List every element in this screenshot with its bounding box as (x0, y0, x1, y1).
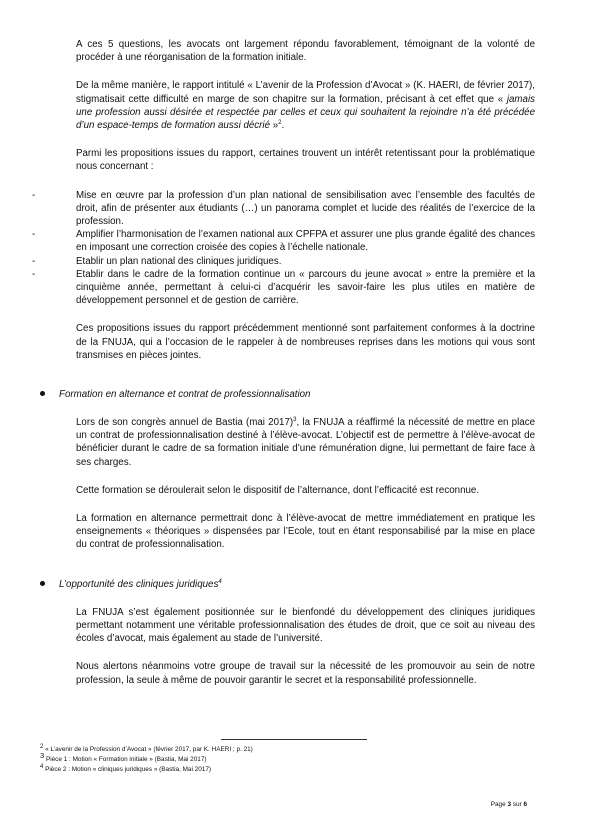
page-number (491, 801, 527, 808)
paragraph-intro: A ces 5 questions, les avocats ont largement répondu favorablement, témoignant de la volonté de procéder à une réorganisation de la formation initiale. (76, 39, 535, 64)
footnote-ref-2[interactable]: 2 (278, 119, 282, 126)
paragraph-propositions: Parmi les propositions issues du rapport, certaines trouvent un intérêt retentissant pour la problématique nous concernant : (76, 148, 535, 173)
paragraph-formation: La formation en alternance permettrait donc à l’élève-avocat de mettre immédiatement en pratique les enseignements « théoriques » dispensées par l’Ecole, tout en étant responsabilisé par la mise en place du contrat de professionnalisation. (76, 513, 535, 551)
footnote-number: 4 (40, 763, 44, 770)
list-item (32, 189, 535, 229)
list-item-text: Mise en œuvre par la profession d’un plan national de sensibilisation avec l’ensemble des facultés de droit, afin de présenter aux étudiants (…) un panorama complet et lucide des réalités de l’exercice de la profession. (76, 189, 535, 228)
bullet-icon (40, 581, 45, 586)
rapport-quote: jamais une profession aussi désirée et respectée par celles et ceux qui souhaitent la rejoindre n’a été précédée d’un espace-temps de formation aussi décrié (76, 93, 535, 132)
paragraph-bastia (76, 416, 535, 469)
dash-marker: - (32, 268, 36, 280)
paragraph-rapport (76, 79, 535, 132)
list-item (32, 268, 535, 308)
bullet-icon (40, 391, 45, 396)
page-label: Page (490, 801, 508, 808)
footnote-text: Pièce 1 : Motion « Formation initiale » (Bastia, Mai 2017) (44, 755, 207, 763)
dash-marker: - (32, 189, 36, 201)
paragraph-conformity: Ces propositions issues du rapport précédemment mentionné sont parfaitement conformes à la doctrine de la FNUJA, qui a l’occasion de le rappeler à de nombreuses reprises dans les motions qui vous sont transmises en pièces jointes. (76, 323, 535, 361)
footnote-item (40, 763, 540, 775)
list-item-text: Amplifier l’harmonisation de l’examen national aux CPFPA et assurer une plus grande égalité des chances en imposant une correction croisée des copies à l’échelle nationale. (76, 229, 535, 254)
list-item (32, 228, 535, 254)
page-current: 3 (507, 801, 511, 808)
paragraph-rapport-text: De la même manière, le rapport intitulé « L’avenir de la Profession d’Avocat » (K. HAERI, de février 2017), stigmatisait cette difficulté en marge de son chapitre sur la formation, précisant à cet effet que « (76, 80, 535, 105)
footnote-text: « L’avenir de la Profession d’Avocat » (février 2017, par K. HAERI ; p. 21) (43, 746, 253, 753)
footnote-text: Pièce 2 : Motion « cliniques juridiques » (Bastia, Mai 2017) (43, 765, 212, 773)
quote-close: » (270, 120, 279, 132)
footnote-ref-4[interactable]: 4 (218, 578, 222, 585)
paragraph-rapport-end: . (281, 120, 285, 132)
footnote-ref-3[interactable]: 3 (293, 416, 297, 423)
page-separator: sur (511, 801, 524, 808)
footnotes (40, 743, 540, 776)
list-item-text: Etablir un plan national des cliniques juridiques. (76, 255, 282, 267)
paragraph-alerte: Nous alertons néanmoins votre groupe de travail sur la nécessité de les promouvoir au sein de notre profession, la seule à même de pouvoir garantir le secret et la responsabilité professionnelle. (76, 661, 535, 686)
footnote-separator (221, 739, 367, 740)
section-title: L’opportunité des cliniques juridiques (59, 578, 219, 590)
footnote-number: 3 (40, 750, 45, 760)
body-content (32, 38, 535, 702)
footnote-number: 2 (40, 743, 44, 750)
dash-marker: - (32, 255, 36, 267)
list-item-text: Etablir dans le cadre de la formation continue un « parcours du jeune avocat » entre la première et la cinquième année, permettant à celui-ci d’acquérir les savoir-faire les plus utiles en matière de développement personnel et de gestion de carrière. (76, 268, 535, 307)
propositions-list (32, 189, 535, 308)
section-heading-cliniques (40, 578, 499, 591)
paragraph-bastia-rest: , la FNUJA a réaffirmé la nécessité de mettre en place un contrat de professionnalisation destiné à l’élève-avocat. L’objectif est de permettre à l’élève-avocat de bénéficier durant le cadre de sa formation initiale d’une rémunération digne, lui permettant de faire face à ses charges. (76, 417, 535, 468)
footnote-item (40, 750, 540, 765)
section-title: Formation en alternance et contrat de professionnalisation (59, 389, 311, 401)
paragraph-cliniques: La FNUJA s’est également positionnée sur le bienfondé du développement des cliniques juridiques permettant notamment une véritable professionnalisation des études de droit, que ce soit au niveau des écoles d’avocat, mais également au stade de l’université. (76, 606, 535, 645)
footnote-item (40, 743, 540, 755)
list-item (32, 255, 535, 268)
section-heading-alternance (40, 388, 499, 401)
dash-marker: - (32, 229, 36, 241)
page-total: 6 (523, 801, 527, 808)
paragraph-bastia-text: Lors de son congrès annuel de Bastia (mai 2017) (76, 417, 294, 429)
paragraph-alternance: Cette formation se déroulerait selon le dispositif de l’alternance, dont l’efficacité est reconnue. (76, 484, 480, 496)
